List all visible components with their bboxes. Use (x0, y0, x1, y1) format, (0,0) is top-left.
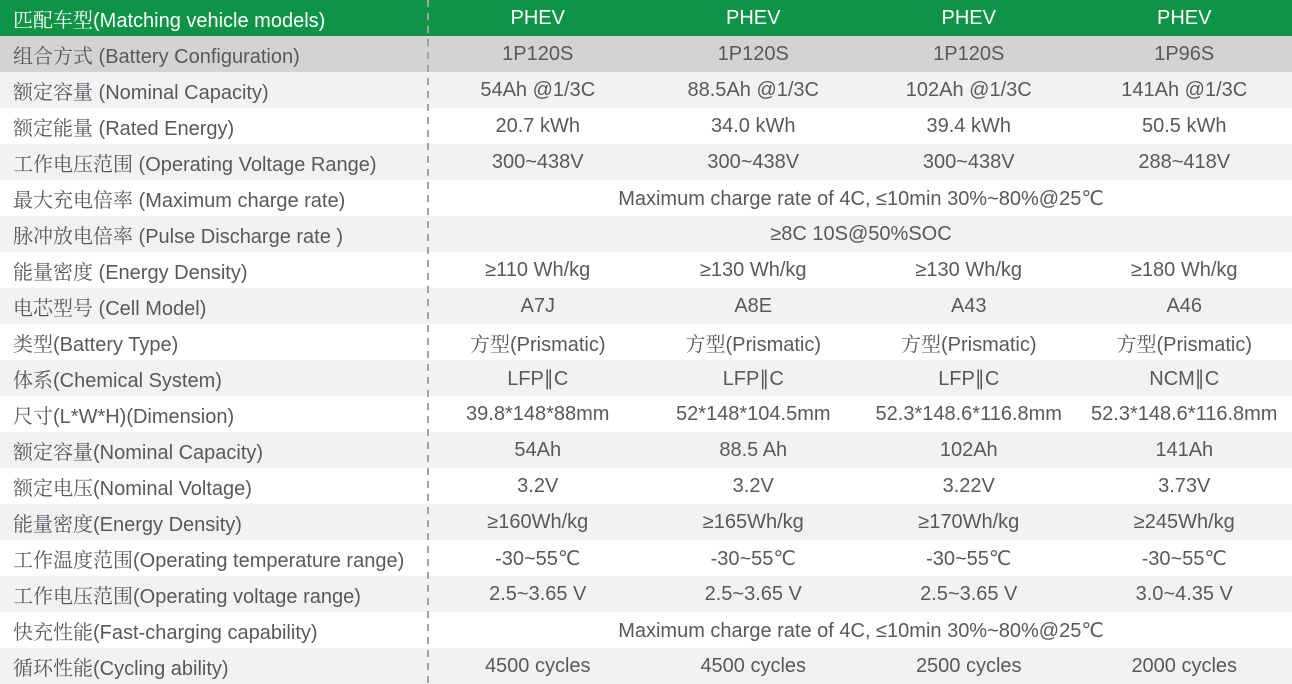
spec-value: 方型(Prismatic) (1116, 333, 1253, 356)
spec-value: A7J (520, 294, 555, 317)
spec-value: 52*148*104.5mm (675, 402, 831, 425)
spec-value: ≥160Wh/kg (487, 510, 589, 533)
spec-value: 1P96S (1154, 42, 1215, 65)
table-row (0, 504, 1292, 540)
spec-value: 3.2V (732, 474, 774, 497)
spec-value: 3.0~4.35 V (1135, 582, 1233, 605)
table-header-row (0, 0, 1292, 36)
row-label: 最大充电倍率 (Maximum charge rate) (13, 189, 346, 212)
header-model: PHEV (1157, 6, 1212, 29)
spec-value: A8E (734, 294, 773, 317)
table-row (0, 324, 1292, 360)
spec-value: 1P120S (502, 42, 574, 65)
row-label: 额定电压(Nominal Voltage) (13, 477, 252, 500)
table-row (0, 108, 1292, 144)
spec-value: 1P120S (933, 42, 1005, 65)
spec-value-spanning: ≥8C 10S@50%SOC (770, 222, 952, 245)
spec-value: -30~55℃ (710, 547, 796, 570)
spec-value: 300~438V (707, 150, 800, 173)
row-label: 额定容量(Nominal Capacity) (13, 441, 264, 464)
spec-value: 2.5~3.65 V (704, 582, 802, 605)
spec-value: ≥165Wh/kg (702, 510, 804, 533)
spec-value: 141Ah (1155, 438, 1214, 461)
spec-value: LFP∥C (722, 367, 784, 390)
spec-value-spanning: Maximum charge rate of 4C, ≤10min 30%~80%@25℃ (618, 187, 1104, 210)
spec-value: 141Ah @1/3C (1121, 78, 1248, 101)
spec-value: LFP∥C (938, 367, 1000, 390)
spec-value: 2500 cycles (915, 654, 1022, 677)
table-row (0, 648, 1292, 684)
spec-value: A43 (950, 294, 987, 317)
spec-value: 54Ah @1/3C (480, 78, 596, 101)
spec-value: 3.2V (517, 474, 559, 497)
spec-value: 50.5 kWh (1142, 114, 1227, 137)
spec-value: 88.5Ah @1/3C (687, 78, 819, 101)
spec-value: -30~55℃ (926, 547, 1012, 570)
spec-value: 39.8*148*88mm (466, 402, 610, 425)
spec-value: 88.5 Ah (719, 438, 788, 461)
header-label: 匹配车型(Matching vehicle models) (13, 9, 326, 32)
spec-value: 方型(Prismatic) (469, 333, 606, 356)
spec-value: ≥180 Wh/kg (1130, 258, 1238, 281)
spec-value: 1P120S (717, 42, 789, 65)
spec-value: 方型(Prismatic) (900, 333, 1037, 356)
table-row (0, 216, 1292, 252)
spec-value: 102Ah (939, 438, 998, 461)
spec-value: -30~55℃ (1141, 547, 1227, 570)
row-label: 组合方式 (Battery Configuration) (13, 45, 300, 68)
spec-value: 52.3*148.6*116.8mm (875, 402, 1062, 425)
table-row (0, 288, 1292, 324)
spec-value: -30~55℃ (495, 547, 581, 570)
spec-value: ≥170Wh/kg (918, 510, 1020, 533)
row-label: 尺寸(L*W*H)(Dimension) (13, 405, 235, 428)
spec-value: 20.7 kWh (495, 114, 580, 137)
row-label: 脉冲放电倍率 (Pulse Discharge rate ) (13, 225, 344, 248)
spec-value: 300~438V (491, 150, 584, 173)
spec-value: 3.22V (942, 474, 995, 497)
spec-value: 300~438V (922, 150, 1015, 173)
row-label: 工作电压范围(Operating voltage range) (13, 585, 361, 608)
table-row (0, 360, 1292, 396)
table-row (0, 468, 1292, 504)
spec-value: 2000 cycles (1131, 654, 1238, 677)
row-label: 体系(Chemical System) (13, 369, 222, 392)
spec-value: 39.4 kWh (926, 114, 1011, 137)
spec-value: 2.5~3.65 V (489, 582, 587, 605)
row-label: 工作温度范围(Operating temperature range) (13, 549, 405, 572)
table-row (0, 612, 1292, 648)
spec-value: 54Ah (514, 438, 562, 461)
table-row (0, 144, 1292, 180)
spec-value: 34.0 kWh (711, 114, 796, 137)
table-row (0, 396, 1292, 432)
header-model: PHEV (510, 6, 565, 29)
row-label: 循环性能(Cycling ability) (13, 657, 229, 680)
spec-value: 52.3*148.6*116.8mm (1091, 402, 1278, 425)
row-label: 额定能量 (Rated Energy) (13, 117, 235, 140)
spec-value: 4500 cycles (484, 654, 591, 677)
row-label: 类型(Battery Type) (13, 333, 179, 356)
row-label: 电芯型号 (Cell Model) (13, 297, 207, 320)
spec-value: ≥130 Wh/kg (699, 258, 807, 281)
table-row (0, 72, 1292, 108)
spec-value-spanning: Maximum charge rate of 4C, ≤10min 30%~80%@25℃ (618, 619, 1104, 642)
table-row (0, 576, 1292, 612)
spec-value: LFP∥C (507, 367, 569, 390)
spec-value: NCM∥C (1149, 367, 1220, 390)
spec-value: 4500 cycles (700, 654, 807, 677)
spec-value: ≥110 Wh/kg (485, 258, 591, 281)
table-row (0, 540, 1292, 576)
table-row (0, 252, 1292, 288)
table-row (0, 36, 1292, 72)
header-model: PHEV (726, 6, 781, 29)
table-row (0, 180, 1292, 216)
table-row (0, 432, 1292, 468)
spec-value: ≥130 Wh/kg (915, 258, 1023, 281)
spec-value: 288~418V (1138, 150, 1231, 173)
spec-value: 方型(Prismatic) (685, 333, 822, 356)
spec-value: 3.73V (1158, 474, 1211, 497)
header-model: PHEV (941, 6, 996, 29)
row-label: 额定容量 (Nominal Capacity) (13, 81, 269, 104)
spec-value: 2.5~3.65 V (920, 582, 1018, 605)
row-label: 能量密度(Energy Density) (13, 513, 242, 536)
spec-value: A46 (1166, 294, 1203, 317)
row-label: 快充性能(Fast-charging capability) (13, 621, 318, 644)
spec-value: 102Ah @1/3C (905, 78, 1032, 101)
spec-value: ≥245Wh/kg (1133, 510, 1235, 533)
row-label: 能量密度 (Energy Density) (13, 261, 248, 284)
row-label: 工作电压范围 (Operating Voltage Range) (13, 153, 377, 176)
